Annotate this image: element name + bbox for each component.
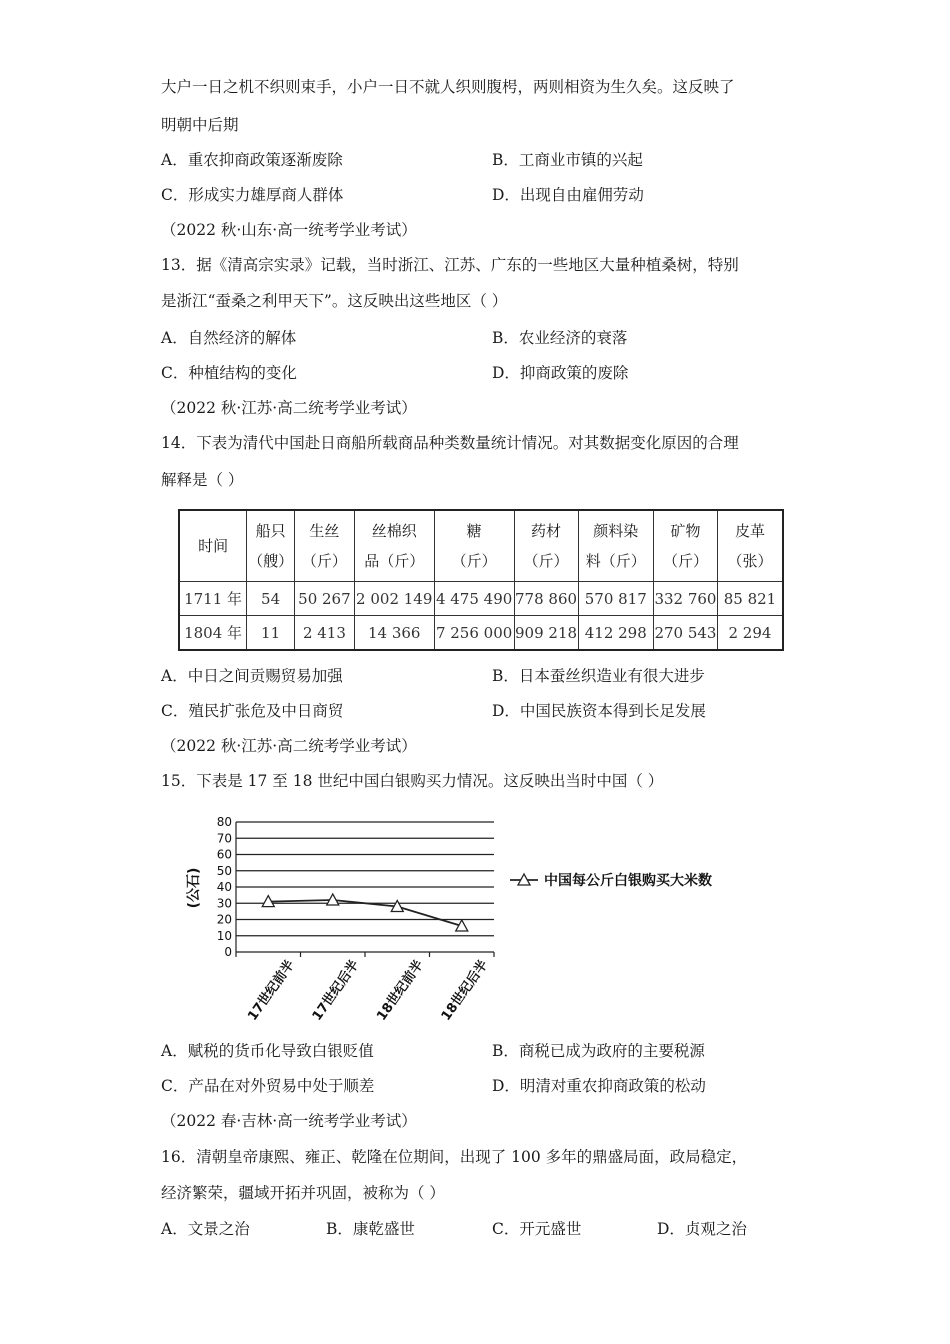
table-cell: 2 002 149 [354, 582, 434, 616]
x-tick-label: 18世纪前半 [374, 957, 427, 1024]
table-cell: 1804 年 [179, 616, 247, 651]
q15-option-b[interactable]: B．商税已成为政府的主要税源 [492, 1042, 705, 1060]
q13-option-a[interactable]: A．自然经济的解体 [161, 329, 297, 347]
q14-stem-line2: 解释是（ ） [161, 471, 244, 489]
header-cell: 船只 （艘） [247, 510, 295, 582]
y-tick-label: 20 [216, 912, 232, 927]
table-cell: 270 543 [653, 616, 717, 651]
q16-stem-line1: 16．清朝皇帝康熙、雍正、乾隆在位期间，出现了 100 多年的鼎盛局面，政局稳定， [161, 1148, 748, 1166]
table-cell: 4 475 490 [434, 582, 514, 616]
y-tick-label: 40 [216, 880, 232, 894]
q15-stem-line1: 15．下表是 17 至 18 世纪中国白银购买力情况。这反映出当时中国（ ） [161, 772, 664, 790]
header-cell: 生丝 （斤） [295, 510, 355, 582]
q16-option-a[interactable]: A．文景之治 [161, 1220, 250, 1238]
q16-source: （2022 春·吉林·高一统考学业考试） [161, 1112, 417, 1130]
header-cell: 药材 （斤） [514, 510, 578, 582]
table-cell: 7 256 000 [434, 616, 514, 651]
q13-option-d[interactable]: D．抑商政策的废除 [492, 364, 629, 382]
table-row [179, 582, 783, 616]
q15-option-d[interactable]: D．明清对重农抑商政策的松动 [492, 1077, 706, 1095]
table-header-row [179, 510, 783, 582]
y-tick-label: 10 [216, 928, 232, 943]
header-cell: 颜料染 料（斤） [578, 510, 653, 582]
table-cell: 85 821 [717, 582, 783, 616]
x-tick-label: 18世纪后半 [438, 957, 492, 1024]
table-cell: 778 860 [514, 582, 578, 616]
q15-option-c[interactable]: C．产品在对外贸易中处于顺差 [161, 1077, 375, 1095]
q16-stem-line2: 经济繁荣，疆域开拓并巩固，被称为（ ） [161, 1184, 445, 1202]
q14-stem-line1: 14．下表为清代中国赴日商船所载商品种类数量统计情况。对其数据变化原因的合理 [161, 434, 739, 452]
table-cell: 54 [247, 582, 295, 616]
table-cell: 412 298 [578, 616, 653, 651]
x-tick-label: 17世纪后半 [309, 957, 363, 1024]
q14-option-c[interactable]: C．殖民扩张危及中日商贸 [161, 702, 344, 720]
y-tick-label: 60 [216, 847, 232, 862]
q16-option-d[interactable]: D．贞观之治 [657, 1220, 747, 1238]
q12-stem-line1: 大户一日之机不织则束手，小户一日不就人织则腹枵，两则相资为生久矣。这反映了 [161, 78, 735, 96]
table-cell: 1711 年 [179, 582, 247, 616]
q16-option-b[interactable]: B．康乾盛世 [326, 1220, 415, 1238]
y-axis-label: (公石) [186, 867, 202, 909]
table-row [179, 616, 783, 651]
legend-label: 中国每公斤白银购买大米数 [544, 873, 712, 889]
trade-table [178, 509, 784, 651]
header-cell: 皮革 （张） [717, 510, 783, 582]
y-tick-label: 0 [224, 945, 232, 959]
q15-source: （2022 秋·江苏·高二统考学业考试） [161, 737, 417, 755]
q13-source: （2022 秋·山东·高一统考学业考试） [161, 221, 417, 239]
q13-option-c[interactable]: C．种植结构的变化 [161, 364, 297, 382]
y-tick-label: 80 [216, 815, 232, 829]
q13-stem-line2: 是浙江“蚕桑之利甲天下”。这反映出这些地区（ ） [161, 292, 508, 310]
q12-option-c[interactable]: C．形成实力雄厚商人群体 [161, 186, 344, 204]
q12-option-b[interactable]: B．工商业市镇的兴起 [492, 151, 643, 169]
table-cell: 570 817 [578, 582, 653, 616]
table-cell: 50 267 [295, 582, 355, 616]
y-tick-label: 30 [216, 896, 232, 911]
q14-option-a[interactable]: A．中日之间贡赐贸易加强 [161, 667, 343, 685]
q12-stem-line2: 明朝中后期 [161, 116, 239, 134]
q12-option-a[interactable]: A．重农抑商政策逐渐废除 [161, 151, 343, 169]
header-cell: 时间 [179, 510, 247, 582]
table-cell: 14 366 [354, 616, 434, 651]
chart-svg [178, 812, 778, 1038]
q13-option-b[interactable]: B．农业经济的衰落 [492, 329, 628, 347]
header-cell: 丝棉织 品（斤） [354, 510, 434, 582]
y-tick-label: 70 [216, 831, 232, 846]
table-cell: 11 [247, 616, 295, 651]
q14-option-d[interactable]: D．中国民族资本得到长足发展 [492, 702, 706, 720]
q14-source: （2022 秋·江苏·高二统考学业考试） [161, 399, 417, 417]
y-tick-label: 50 [216, 863, 232, 878]
header-cell: 矿物 （斤） [653, 510, 717, 582]
x-tick-label: 17世纪前半 [245, 957, 298, 1024]
q14-option-b[interactable]: B．日本蚕丝织造业有很大进步 [492, 667, 705, 685]
table-cell: 909 218 [514, 616, 578, 651]
header-cell: 糖 （斤） [434, 510, 514, 582]
table-cell: 332 760 [653, 582, 717, 616]
silver-purchasing-chart [178, 812, 778, 1038]
table-cell: 2 413 [295, 616, 355, 651]
series-line [268, 900, 462, 926]
table-cell: 2 294 [717, 616, 783, 651]
q13-stem-line1: 13．据《清高宗实录》记载，当时浙江、江苏、广东的一些地区大量种植桑树，特别 [161, 256, 739, 274]
q16-option-c[interactable]: C．开元盛世 [492, 1220, 582, 1238]
q15-option-a[interactable]: A．赋税的货币化导致白银贬值 [161, 1042, 374, 1060]
q12-option-d[interactable]: D．出现自由雇佣劳动 [492, 186, 644, 204]
